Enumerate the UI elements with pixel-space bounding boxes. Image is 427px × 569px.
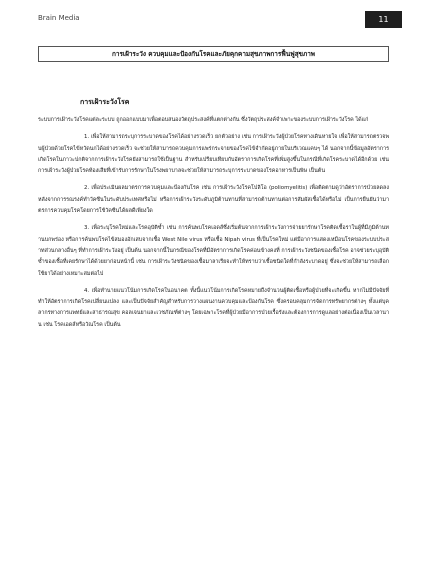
section-heading: การเฝ้าระวังโรค: [80, 98, 130, 106]
page-number-badge: 11: [365, 11, 402, 28]
paragraph-2: 2. เพื่อประเมินผลมาตรการควบคุมและป้องกันโรค เช่น การเฝ้าระวังโรคโปลิโอ (poliomyelitis) เพื่อติดตามดูว่าอัตราการป่วยลดลงหลังจากการรณรงค์ทำวัคซีนในระดับประเทศหรือไม่ หรือการเฝ้าระวังระดับภูมิต้านทานที่สามารถต้านทานต่อการสัมผัสเชื้อได้หรือไม่ เป็นการยืนยันว่ามาตรการควบคุมโรคโดยการใช้วัคซีนได้ผลดีเพียงใด: [38, 185, 389, 215]
paragraph-4: 4. เพื่อทำนายแนวโน้มการเกิดโรคในอนาคต ทั้งนี้แนวโน้มการเกิดโรคหมายถึงจำนวนผู้ติดเชื้อหรือผู้ป่วยที่จะเกิดขึ้น หากไม่มีปัจจัยที่ทำให้อัตราการเกิดโรคเปลี่ยนแปลง และเป็นปัจจัยสำคัญสำหรับการวางแผนงานควบคุมและป้องกันโรค ซึ่งครอบคลุมการจัดการทรัพยากรต่างๆ ทั้งแต่บุคลากรทางการแพทย์และสาธารณสุข คอลเจนยาและเวชภัณฑ์ต่างๆ โดยเฉพาะโรคที่ผู้ป่วยมีอาการป่วยเรื้อรังและต้องการการดูแลอย่างต่อเนื่องเป็นเวลานาน เช่น โรคเอดส์หรือวัณโรค เป็นต้น: [38, 287, 389, 328]
chapter-title: การเฝ้าระวัง ควบคุมและป้องกันโรคและภัยคุกคามสุขภาพการฟื้นฟูสุขภาพ: [38, 46, 389, 62]
running-header: Brain Media: [38, 14, 80, 22]
body-text: [38, 115, 389, 331]
paragraph-intro: ระบบการเฝ้าระวังโรคแต่ละระบบ ถูกออกแบบมาเพื่อตอบสนองวัตถุประสงค์ที่แตกต่างกัน ซึ่งวัตถุประสงค์จำเพาะของระบบการเฝ้าระวังโรค ได้แก่: [38, 117, 369, 123]
paragraph-1: 1. เพื่อให้สามารถระบุการระบาดของโรคได้อย่างรวดเร็ว ยกตัวอย่าง เช่น การเฝ้าระวังผู้ป่วยโรคทางเดินหายใจ เพื่อให้สามารถตรวจพบผู้ป่วยด้วยโรคไข้หวัดนกได้อย่างรวดเร็ว จะช่วยให้สามารถควบคุมการแพร่กระจายของโรคไข้จำกัดอยู่ภายในบริเวณแคบๆ ได้ นอกจากนี้ข้อมูลอัตราการเกิดโรคในภาวะปกติจากการเฝ้าระวังโรคยังสามารถใช้เป็นฐาน สำหรับเปรียบเทียบกับอัตราการเกิดโรคที่เพิ่มสูงขึ้นในกรณีที่เกิดโรคระบาดได้อีกด้วย เช่น การเฝ้าระวังผู้ป่วยโรคท้องเสียที่เข้ารับการรักษาในโรงพยาบาลจะช่วยให้สามารถระบุการระบาดของโรคอาหารเป็นพิษ เป็นต้น: [38, 134, 389, 175]
paragraph-3: 3. เพื่อระบุโรคใหม่และโรคอุบัติซ้ำ เช่น การค้นพบโรคเอดส์ซึ่งเริ่มต้นจากการเฝ้าระวังการจ่ายยารักษาโรคติดเชื้อราในผู้ที่มีภูมิต้านทานบกพร่อง หรือการค้นพบโรคไข้สมองอักเสบจากเชื้อ West Nile virus หรือเชื้อ Nipah virus ที่เป็นโรคใหม่ แต่มีอาการแสดงเหมือนโรคของระบบประสาทส่วนกลางอื่นๆ ที่ทำการเฝ้าระวังอยู่ เป็นต้น นอกจากนี้ในกรณีของโรคที่มีอัตราการเกิดโรคค่อนข้างคงที่ การเฝ้าระวังชนิดของเชื้อโรค อาจช่วยระบุอุบัติซ้ำของเชื้อที่เคยรักษาได้ด้วยยาก่อนหน้านี้ เช่น การเฝ้าระวังชนิดของเชื้อมาลาเรียจะทำให้ทราบว่าเชื้อชนิดใดที่กำลังระบาดอยู่ ซึ่งจะช่วยให้สามารถเลือกใช้ยาได้อย่างเหมาะสมต่อไป: [38, 225, 389, 277]
